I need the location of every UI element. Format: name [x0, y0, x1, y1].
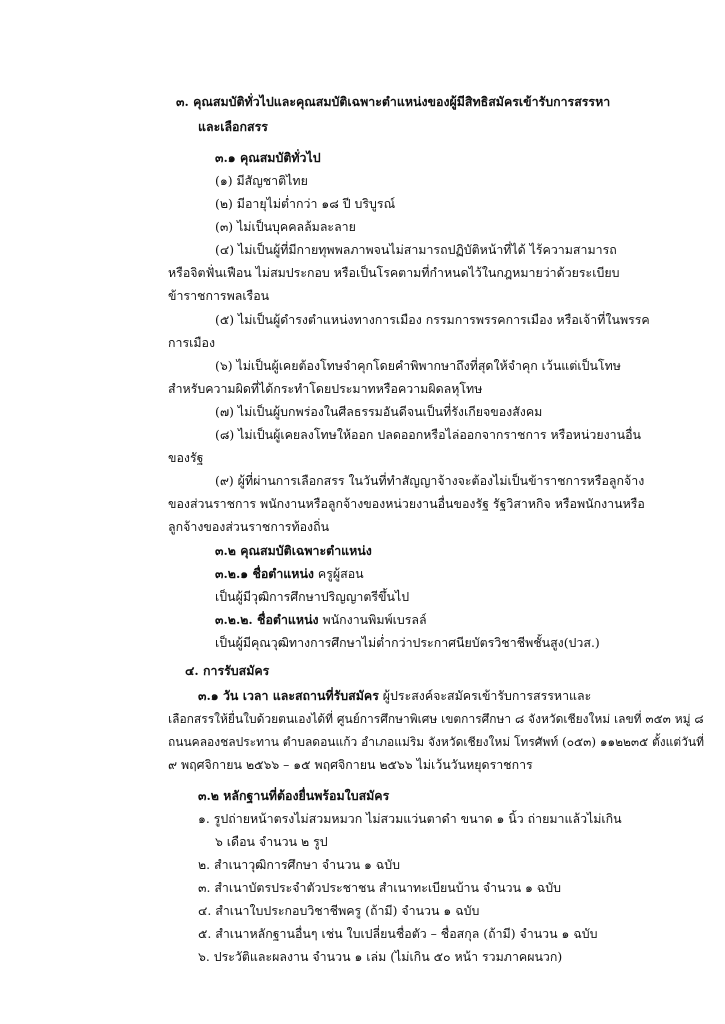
document-item-3: ๓. สำเนาบัตรประจำตัวประชาชน สำเนาทะเบียนบ้าน จำนวน ๑ ฉบับ — [198, 880, 561, 895]
specific-qualifications-title: ๓.๒ คุณสมบัติเฉพาะตำแหน่ง — [215, 543, 372, 558]
general-item-9-cont: ของส่วนราชการ พนักงานหรือลูกจ้างของหน่วยงานอื่นของรัฐ รัฐวิสาหกิจ หรือพนักงานหรือ — [168, 496, 645, 511]
general-item-3: (๓) ไม่เป็นบุคคลล้มละลาย — [215, 219, 356, 234]
document-item-4: ๔. สำเนาใบประกอบวิชาชีพครู (ถ้ามี) จำนวน ๑ ฉบับ — [198, 903, 480, 918]
position-1-line — [215, 565, 364, 583]
general-item-4-cont2: ข้าราชการพลเรือน — [168, 288, 270, 303]
position-1-label: ๓.๒.๑ ชื่อตำแหน่ง — [215, 566, 314, 581]
general-qualifications-title: ๓.๑ คุณสมบัติทั่วไป — [215, 150, 321, 165]
section-3-heading: ๓. คุณสมบัติทั่วไปและคุณสมบัติเฉพาะตำแหน่งของผู้มีสิทธิสมัครเข้ารับการสรรหา — [176, 94, 611, 109]
general-item-9-cont2: ลูกจ้างของส่วนราชการท้องถิ่น — [168, 519, 330, 534]
document-item-6: ๖. ประวัติและผลงาน จำนวน ๑ เล่ม (ไม่เกิน ๕๐ หน้า รวมภาคผนวก) — [198, 949, 563, 964]
position-1-value: ครูผู้สอน — [313, 566, 364, 581]
position-1-qualification: เป็นผู้มีวุฒิการศึกษาปริญญาตรีขึ้นไป — [215, 589, 410, 604]
position-2-line — [215, 611, 427, 629]
section-4-heading: ๔. การรับสมัคร — [185, 663, 270, 678]
general-item-4: (๔) ไม่เป็นผู้ที่มีกายทุพพลภาพจนไม่สามารถปฏิบัติหน้าที่ได้ ไร้ความสามารถ — [215, 242, 617, 257]
general-item-5: (๕) ไม่เป็นผู้ดำรงตำแหน่งทางการเมือง กรรมการพรรคการเมือง หรือเจ้าที่ในพรรค — [215, 312, 650, 327]
application-period: ๙ พฤศจิกายน ๒๕๖๖ – ๑๕ พฤศจิกายน ๒๕๖๖ ไม่เว้นวันหยุดราชการ — [168, 757, 533, 772]
application-place-line-2: ถนนคลองชลประทาน ตำบลดอนแก้ว อำเภอแม่ริม จังหวัดเชียงใหม่ โทรศัพท์ (๐๕๓) ๑๑๒๒๓๕ ตั้งแต่วันที่ — [168, 735, 705, 749]
document-item-5: ๕. สำเนาหลักฐานอื่นๆ เช่น ใบเปลี่ยนชื่อตัว – ชื่อสกุล (ถ้ามี) จำนวน ๑ ฉบับ — [198, 926, 598, 941]
general-item-2: (๒) มีอายุไม่ต่ำกว่า ๑๘ ปี บริบูรณ์ — [215, 196, 396, 211]
section-3-heading-cont: และเลือกสรร — [198, 119, 268, 134]
application-date-text: ผู้ประสงค์จะสมัครเข้ารับการสรรหาและ — [378, 688, 592, 703]
document-item-1: ๑. รูปถ่ายหน้าตรงไม่สวมหมวก ไม่สวมแว่นตาดำ ขนาด ๑ นิ้ว ถ่ายมาแล้วไม่เกิน — [198, 811, 622, 826]
general-item-8-cont: ของรัฐ — [168, 450, 204, 465]
general-item-7: (๗) ไม่เป็นผู้บกพร่องในศีลธรรมอันดีจนเป็นที่รังเกียจของสังคม — [215, 404, 543, 419]
position-2-label: ๓.๒.๒. ชื่อตำแหน่ง — [215, 612, 319, 627]
document-item-1-cont: ๖ เดือน จำนวน ๒ รูป — [215, 834, 328, 849]
document-item-2: ๒. สำเนาวุฒิการศึกษา จำนวน ๑ ฉบับ — [198, 857, 400, 872]
application-date-line — [198, 687, 591, 705]
required-documents-title: ๓.๒ หลักฐานที่ต้องยื่นพร้อมใบสมัคร — [198, 788, 390, 803]
application-date-title: ๓.๑ วัน เวลา และสถานที่รับสมัคร — [198, 688, 379, 703]
general-item-6-cont: สำหรับความผิดที่ได้กระทำโดยประมาทหรือความผิดลหุโทษ — [168, 381, 483, 396]
general-item-8: (๘) ไม่เป็นผู้เคยลงโทษให้ออก ปลดออกหรือไล่ออกจากราชการ หรือหน่วยงานอื่น — [215, 427, 642, 442]
position-2-qualification: เป็นผู้มีคุณวุฒิทางการศึกษาไม่ต่ำกว่าประกาศนียบัตรวิชาชีพชั้นสูง(ปวส.) — [215, 635, 600, 650]
position-2-value: พนักงานพิมพ์เบรลล์ — [318, 612, 427, 627]
general-item-1: (๑) มีสัญชาติไทย — [215, 173, 308, 188]
general-item-9: (๙) ผู้ที่ผ่านการเลือกสรร ในวันที่ทำสัญญาจ้างจะต้องไม่เป็นข้าราชการหรือลูกจ้าง — [215, 473, 645, 488]
application-place-line-1: เลือกสรรให้ยื่นใบด้วยตนเองได้ที่ ศูนย์การศึกษาพิเศษ เขตการศึกษา ๘ จังหวัดเชียงใหม่ เลขที่ ๓๕๓ หมู่ ๘ — [168, 712, 704, 726]
general-item-5-cont: การเมือง — [168, 335, 216, 350]
general-item-4-cont: หรือจิตฟั่นเฟือน ไม่สมประกอบ หรือเป็นโรคตามที่กำหนดไว้ในกฎหมายว่าด้วยระเบียบ — [168, 265, 620, 280]
general-item-6: (๖) ไม่เป็นผู้เคยต้องโทษจำคุกโดยคำพิพากษาถึงที่สุดให้จำคุก เว้นแต่เป็นโทษ — [215, 358, 621, 373]
